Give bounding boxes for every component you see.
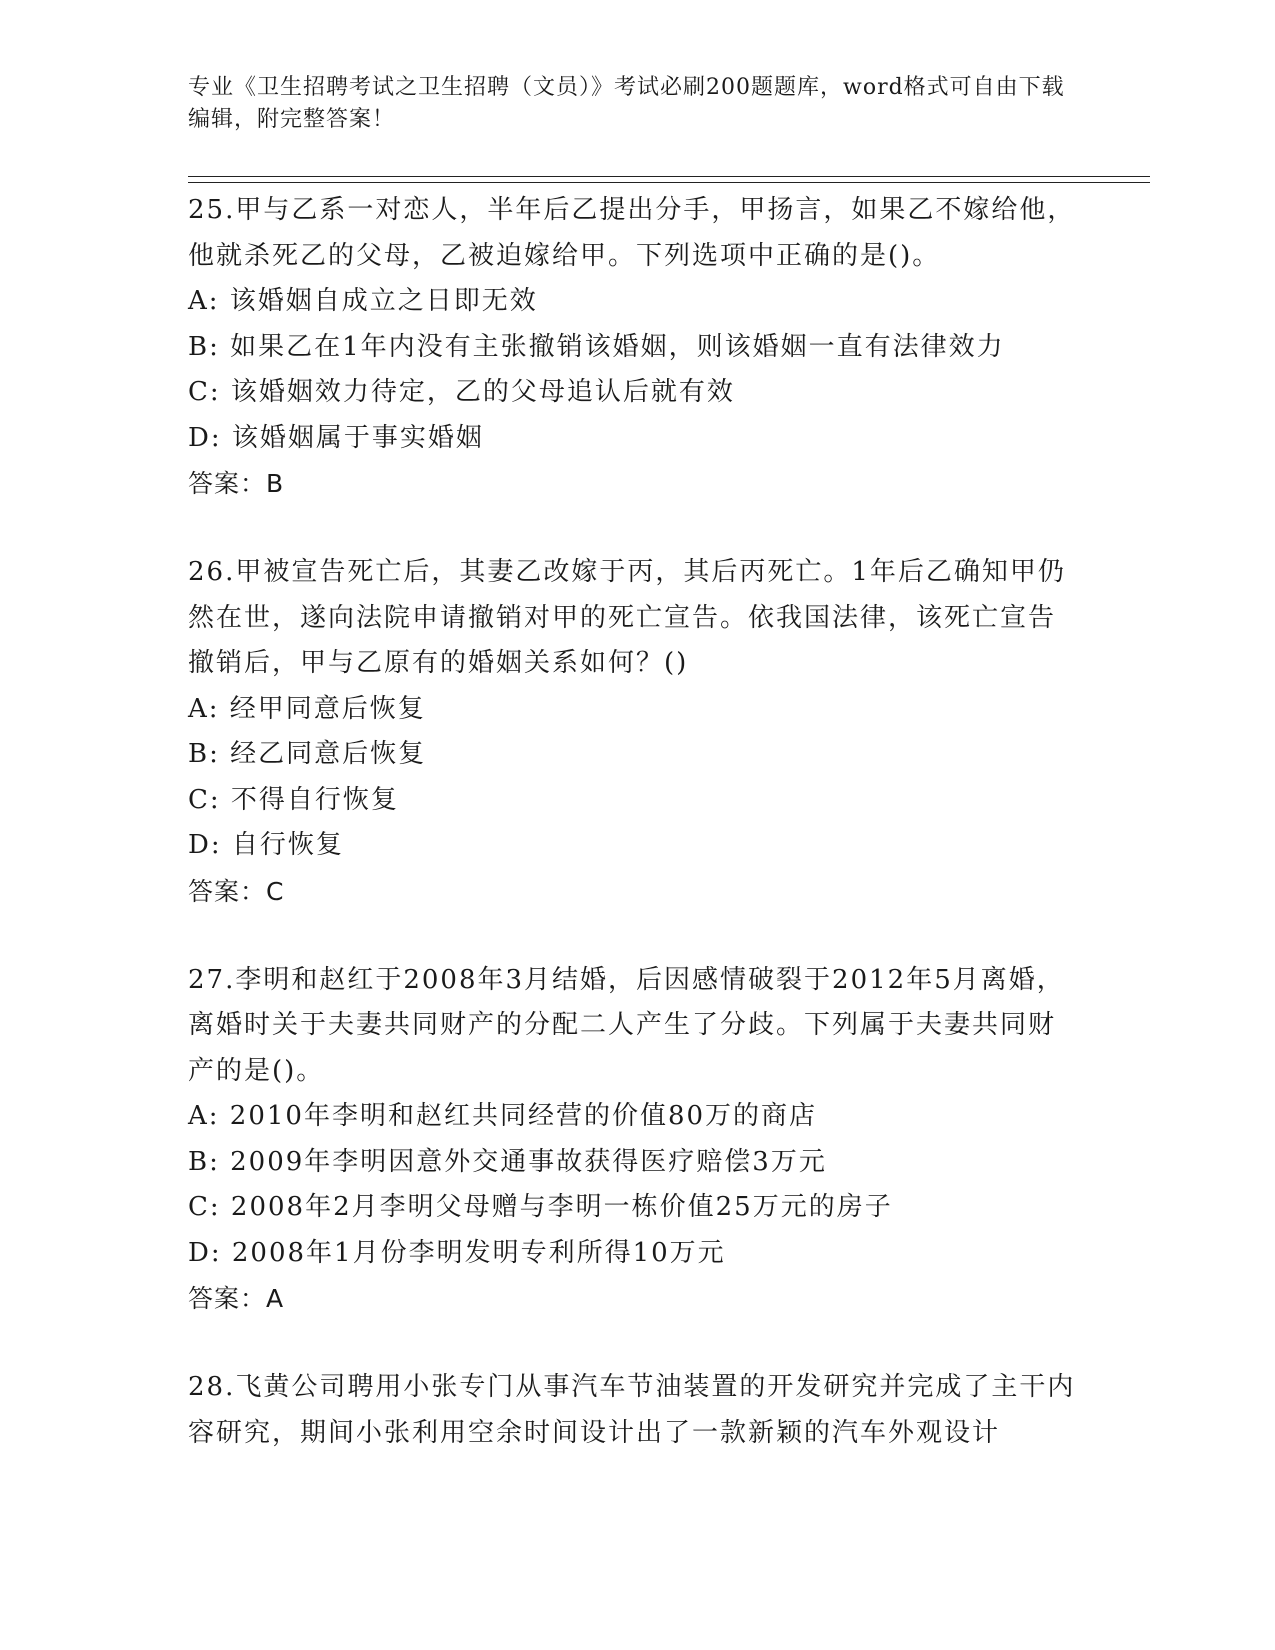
- answer-line: 答案：A: [188, 1284, 285, 1313]
- question-27: [188, 958, 1078, 1322]
- answer-line: 答案：B: [188, 469, 285, 498]
- header-rule-thin: [188, 176, 1150, 177]
- document-header: 专业《卫生招聘考试之卫生招聘（文员）》考试必刷200题题库，word格式可自由下载编辑，附完整答案！: [188, 75, 1065, 132]
- question-26: [188, 550, 1078, 914]
- option-a: A: 2010年李明和赵红共同经营的价值80万的商店: [188, 1101, 818, 1131]
- option-c: C: 2008年2月李明父母赠与李明一栋价值25万元的房子: [188, 1192, 893, 1222]
- answer-line: 答案：C: [188, 876, 285, 906]
- question-stem: 27.李明和赵红于2008年3月结婚，后因感情破裂于2012年5月离婚，离婚时关于夫妻共同财产的分配二人产生了分歧。下列属于夫妻共同财产的是()。: [188, 964, 1065, 1086]
- question-spacer: [188, 914, 1078, 958]
- option-c: C: 不得自行恢复: [188, 784, 399, 815]
- question-spacer: [188, 1321, 1078, 1365]
- question-list: [188, 188, 1078, 1456]
- header-rule-second: [188, 182, 1150, 183]
- option-d: D: 该婚姻属于事实婚姻: [188, 422, 484, 453]
- option-a: A: 该婚姻自成立之日即无效: [188, 286, 538, 316]
- option-b: B: 经乙同意后恢复: [188, 739, 427, 769]
- option-c: C: 该婚姻效力待定，乙的父母追认后就有效: [188, 377, 735, 407]
- question-stem: 25.甲与乙系一对恋人，半年后乙提出分手，甲扬言，如果乙不嫁给他，他就杀死乙的父母，乙被迫嫁给甲。下列选项中正确的是()。: [188, 195, 1076, 271]
- option-a: A: 经甲同意后恢复: [188, 693, 426, 724]
- question-25: [188, 188, 1078, 506]
- option-d: D: 2008年1月份李明发明专利所得10万元: [188, 1237, 726, 1268]
- question-stem: 26.甲被宣告死亡后，其妻乙改嫁于丙，其后丙死亡。1年后乙确知甲仍然在世，遂向法院申请撤销对甲的死亡宣告。依我国法律，该死亡宣告撤销后，甲与乙原有的婚姻关系如何？(): [188, 557, 1066, 678]
- question-spacer: [188, 506, 1078, 550]
- option-d: D: 自行恢复: [188, 830, 344, 860]
- question-28: [188, 1365, 1078, 1456]
- option-b: B: 如果乙在1年内没有主张撤销该婚姻，则该婚姻一直有法律效力: [188, 331, 1005, 362]
- question-stem: 28.飞黄公司聘用小张专门从事汽车节油装置的开发研究并完成了主干内容研究，期间小张利用空余时间设计出了一款新颖的汽车外观设计: [188, 1372, 1076, 1448]
- option-b: B: 2009年李明因意外交通事故获得医疗赔偿3万元: [188, 1146, 827, 1177]
